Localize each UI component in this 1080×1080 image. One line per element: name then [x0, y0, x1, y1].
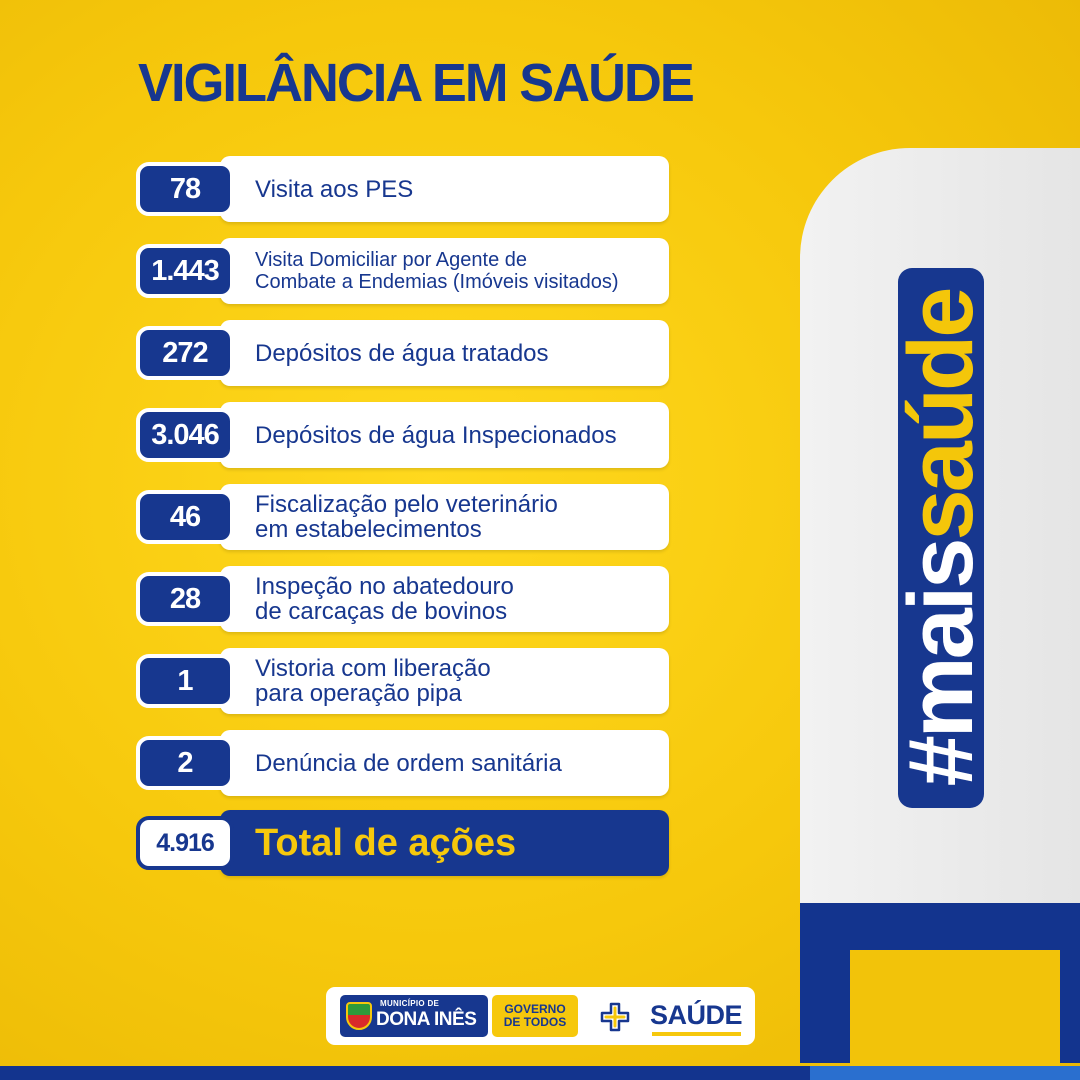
stat-label: Inspeção no abatedouro de carcaças de bovinos: [255, 573, 514, 625]
stat-row-visita-pes: [136, 156, 669, 222]
hashtag-prefix: #mais: [890, 540, 992, 787]
municipality-prefix: MUNICÍPIO DE: [380, 999, 440, 1008]
stat-label: Denúncia de ordem sanitária: [255, 749, 562, 777]
stat-value: 1: [136, 654, 234, 708]
government-logo: GOVERNO DE TODOS: [492, 995, 578, 1037]
stat-row-depositos-inspecionados: [136, 402, 669, 468]
stat-row-visita-domiciliar: [136, 238, 669, 304]
bottom-strip-accent: [810, 1066, 1080, 1080]
stat-label: Fiscalização pelo veterinário em estabelecimentos: [255, 491, 558, 543]
stat-label: Vistoria com liberação para operação pipa: [255, 655, 491, 707]
health-cross-icon: [598, 1000, 632, 1034]
decorative-yellow-block: [850, 950, 1060, 1080]
total-value: 4.916: [136, 816, 234, 870]
page-title: VIGILÂNCIA EM SAÚDE: [138, 53, 693, 113]
municipal-crest-icon: [346, 1002, 372, 1030]
stat-row-inspecao-abatedouro: [136, 566, 669, 632]
stat-value: 46: [136, 490, 234, 544]
stat-row-depositos-tratados: [136, 320, 669, 386]
saude-logo-text: SAÚDE: [650, 1000, 743, 1030]
municipality-logo: [340, 995, 488, 1037]
stat-value: 3.046: [136, 408, 234, 462]
hashtag-suffix: saúde: [890, 289, 992, 541]
stat-label: Visita aos PES: [255, 175, 414, 203]
stat-row-total: [136, 810, 669, 876]
stat-value: 272: [136, 326, 234, 380]
stat-label: Visita Domiciliar por Agente de Combate a Endemias (Imóveis visitados): [255, 249, 619, 293]
stat-value: 1.443: [136, 244, 234, 298]
hashtag-text: [890, 289, 992, 787]
stat-row-fiscalizacao-veterinario: [136, 484, 669, 550]
saude-underline: [652, 1032, 741, 1036]
stat-row-denuncia-sanitaria: [136, 730, 669, 796]
stat-value: 2: [136, 736, 234, 790]
footer-logo-bar: [326, 987, 755, 1045]
municipality-name: DONA INÊS: [376, 1009, 477, 1030]
stat-label: Depósitos de água Inspecionados: [255, 421, 617, 449]
stat-value: 28: [136, 572, 234, 626]
total-label: Total de ações: [255, 821, 517, 864]
stat-row-vistoria-pipa: [136, 648, 669, 714]
stat-value: 78: [136, 162, 234, 216]
stat-label: Depósitos de água tratados: [255, 339, 549, 367]
